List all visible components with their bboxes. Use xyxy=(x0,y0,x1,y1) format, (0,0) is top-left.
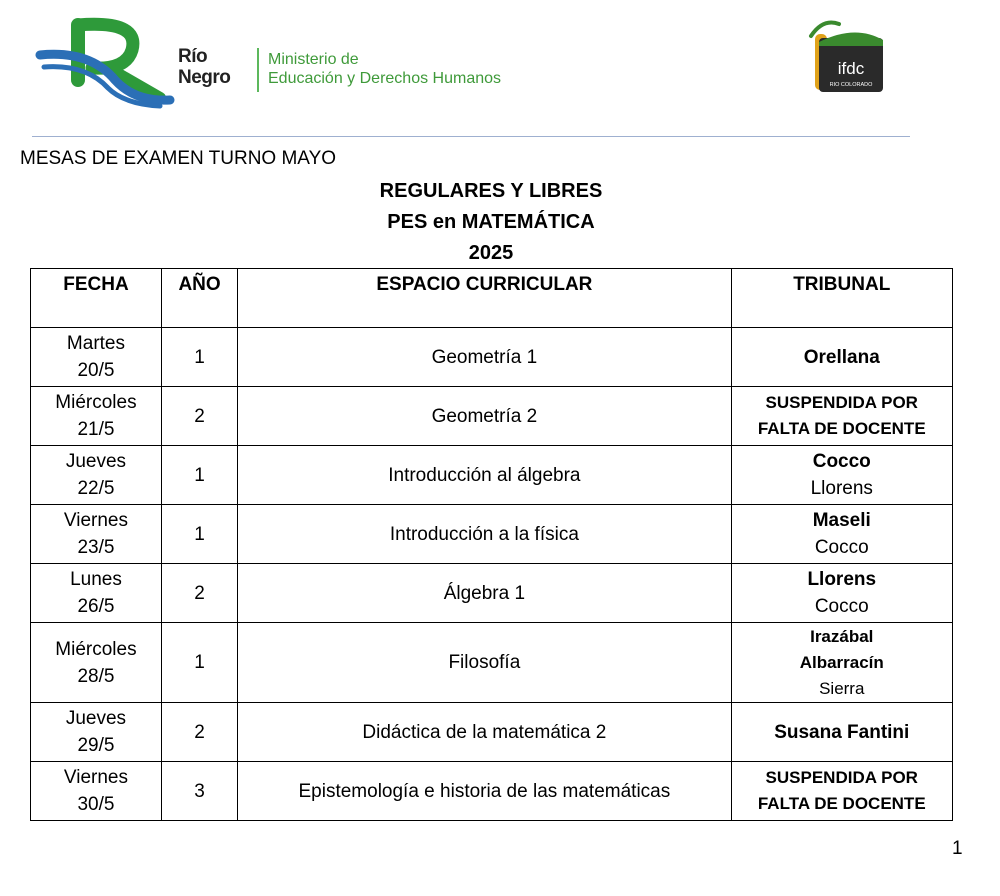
tribunal-member: Llorens xyxy=(807,569,877,590)
cell-tribunal xyxy=(731,446,952,505)
cell-tribunal xyxy=(731,328,952,387)
cell-anio: 1 xyxy=(161,446,237,505)
fecha-date: 28/5 xyxy=(77,665,115,687)
cell-espacio-curricular: Filosofía xyxy=(238,623,731,703)
tribunal-member: Cocco xyxy=(812,451,871,472)
ifdc-subtitle: RIO COLORADO xyxy=(829,82,873,88)
ifdc-logo-icon xyxy=(805,16,885,96)
cell-espacio-curricular: Epistemología e historia de las matemáticas xyxy=(238,762,731,821)
cell-anio: 1 xyxy=(161,505,237,564)
tribunal-member: FALTA DE DOCENTE xyxy=(757,794,926,813)
tribunal-member: Sierra xyxy=(819,678,865,698)
cell-tribunal xyxy=(731,564,952,623)
cell-tribunal xyxy=(731,762,952,821)
table-row xyxy=(31,387,953,446)
document-title xyxy=(0,176,982,269)
cell-espacio-curricular: Geometría 1 xyxy=(238,328,731,387)
fecha-date: 20/5 xyxy=(77,360,115,381)
ifdc-name: ifdc xyxy=(837,59,865,78)
ministry-name: Ministerio de Educación y Derechos Humanos xyxy=(268,51,502,87)
cell-anio: 1 xyxy=(161,328,237,387)
fecha-date: 22/5 xyxy=(77,478,115,499)
rio-negro-r-logo-icon xyxy=(20,10,180,110)
fecha-date: 26/5 xyxy=(77,596,115,617)
cell-fecha xyxy=(31,387,162,446)
table-row xyxy=(31,623,953,703)
cell-anio: 2 xyxy=(161,703,237,762)
ifdc-logo xyxy=(805,16,885,96)
tribunal-member: FALTA DE DOCENTE xyxy=(757,419,926,438)
cell-tribunal xyxy=(731,623,952,703)
tribunal-member: SUSPENDIDA POR xyxy=(765,393,918,412)
cell-fecha xyxy=(31,446,162,505)
cell-espacio-curricular: Introducción al álgebra xyxy=(238,446,731,505)
fecha-day: Jueves xyxy=(65,708,127,729)
cell-espacio-curricular: Álgebra 1 xyxy=(238,564,731,623)
cell-tribunal xyxy=(731,703,952,762)
tribunal-member: Albarracín xyxy=(799,652,884,672)
header-fecha: FECHA xyxy=(31,269,162,328)
cell-fecha xyxy=(31,703,162,762)
fecha-day: Jueves xyxy=(65,451,127,472)
tribunal-member: SUSPENDIDA POR xyxy=(765,768,918,787)
tribunal-member: Cocco xyxy=(814,537,869,558)
fecha-date: 30/5 xyxy=(77,794,115,815)
fecha-day: Viernes xyxy=(63,767,128,788)
cell-espacio-curricular: Introducción a la física xyxy=(238,505,731,564)
cell-fecha xyxy=(31,564,162,623)
tribunal-member: Maseli xyxy=(812,510,871,531)
cell-fecha xyxy=(31,762,162,821)
fecha-day: Miércoles xyxy=(55,392,137,413)
tribunal-member: Susana Fantini xyxy=(774,721,910,743)
cell-tribunal xyxy=(731,505,952,564)
cell-espacio-curricular: Geometría 2 xyxy=(238,387,731,446)
document-subtitle: MESAS DE EXAMEN TURNO MAYO xyxy=(20,148,337,169)
cell-fecha xyxy=(31,328,162,387)
fecha-day: Viernes xyxy=(63,510,128,531)
table-row xyxy=(31,446,953,505)
table-header-row xyxy=(31,269,953,328)
header-anio: AÑO xyxy=(161,269,237,328)
title-line: PES en MATEMÁTICA xyxy=(387,211,595,233)
tribunal-member: Cocco xyxy=(814,596,869,617)
cell-anio: 3 xyxy=(161,762,237,821)
cell-anio: 2 xyxy=(161,564,237,623)
table-row xyxy=(31,328,953,387)
table-row xyxy=(31,703,953,762)
fecha-date: 23/5 xyxy=(77,537,115,558)
tribunal-member: Orellana xyxy=(803,346,880,368)
header-tribunal: TRIBUNAL xyxy=(731,269,952,328)
header-divider xyxy=(32,136,910,137)
fecha-date: 21/5 xyxy=(77,419,115,440)
tribunal-member: Irazábal xyxy=(810,626,874,646)
header-espacio-curricular: ESPACIO CURRICULAR xyxy=(238,269,731,328)
table-row xyxy=(31,564,953,623)
fecha-day: Miércoles xyxy=(55,638,137,660)
cell-anio: 2 xyxy=(161,387,237,446)
title-line: REGULARES Y LIBRES xyxy=(379,180,603,202)
title-line: 2025 xyxy=(468,242,514,264)
fecha-date: 29/5 xyxy=(77,735,115,756)
cell-espacio-curricular: Didáctica de la matemática 2 xyxy=(238,703,731,762)
cell-fecha xyxy=(31,623,162,703)
exam-schedule-table xyxy=(30,268,953,821)
page-number: 1 xyxy=(952,838,963,859)
tribunal-member: Llorens xyxy=(810,478,873,499)
cell-fecha xyxy=(31,505,162,564)
table-row xyxy=(31,762,953,821)
fecha-day: Martes xyxy=(66,333,125,354)
rio-negro-ministry-logo xyxy=(20,10,540,110)
cell-tribunal xyxy=(731,387,952,446)
rio-negro-name: Río Negro xyxy=(178,46,231,88)
fecha-day: Lunes xyxy=(70,569,122,590)
logo-divider xyxy=(257,48,259,92)
table-row xyxy=(31,505,953,564)
cell-anio: 1 xyxy=(161,623,237,703)
